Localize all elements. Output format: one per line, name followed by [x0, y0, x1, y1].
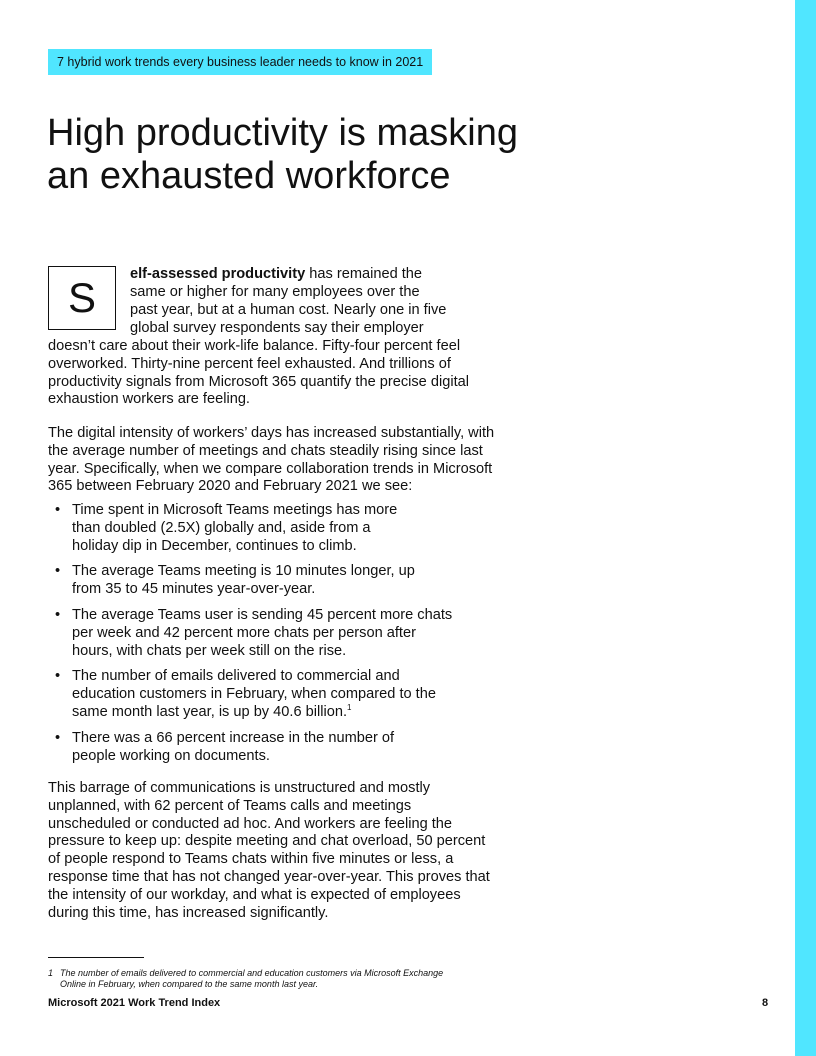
body-paragraph-2: The digital intensity of workers’ days has increased substantially, with the average number of meetings and chats steadily rising since last year. Specifically, when we compare collaboration trends in Microsoft 365 between February 2020 and February 2021 we see:	[48, 425, 495, 495]
accent-side-bar	[795, 0, 816, 1056]
intro-lead-bold: elf-assessed productivity	[130, 266, 306, 282]
footnote-number: 1	[48, 968, 54, 978]
drop-cap: S	[48, 266, 116, 330]
footnote-text: The number of emails delivered to commercial and education customers via Microsoft Exchange Online in February, when compared to the same month last year.	[60, 968, 444, 989]
intro-line-1-text: has remained the	[305, 266, 423, 282]
list-item: • There was a 66 percent increase in the number of people working on documents.	[55, 729, 395, 764]
list-item: • Time spent in Microsoft Teams meetings has more than doubled (2.5X) globally and, aside from a holiday dip in December, continues to climb.	[55, 502, 398, 554]
intro-line-1	[130, 266, 422, 284]
list-item: • The number of emails delivered to commercial and education customers in February, when compared to the same month last year, is up by 40.6 billion.$^1$	[55, 668, 436, 720]
section-tag: 7 hybrid work trends every business leader needs to know in 2021	[48, 49, 432, 75]
footnote	[48, 968, 468, 990]
list-item: • The average Teams user is sending 45 percent more chats per week and 42 percent more chats per person after hours, with chats per week still on the rise.	[55, 606, 453, 659]
list-item: • The average Teams meeting is 10 minutes longer, up from 35 to 45 minutes year-over-year.	[55, 563, 415, 598]
footer-publication: Microsoft 2021 Work Trend Index	[48, 997, 221, 1009]
intro-line-4: global survey respondents say their employer	[130, 320, 424, 336]
intro-line-3: past year, but at a human cost. Nearly one in five	[130, 302, 447, 318]
page-title: High productivity is masking an exhausted workforce	[47, 112, 518, 197]
page-number: 8	[762, 997, 769, 1009]
footnote-divider	[48, 957, 144, 958]
body-paragraph-3: This barrage of communications is unstructured and mostly unplanned, with 62 percent of Teams calls and meetings unscheduled or conducted ad hoc. And workers are feeling the pressure to keep up: despite meeting and chat overload, 50 percent of people respond to Teams chats within five minutes or less, a response time that has not changed year-over-year. This proves that the intensity of our workday, and what is expected of employees during this time, has increased significantly.	[48, 780, 490, 921]
intro-continuation: doesn’t care about their work-life balance. Fifty-four percent feel overworked. Thirty-nine percent feel exhausted. And trillions of productivity signals from Microsoft 365 quantify the precise digital exhaustion workers are feeling.	[48, 338, 469, 408]
intro-line-2: same or higher for many employees over the	[130, 284, 420, 300]
collaboration-trends-list	[55, 502, 475, 773]
footnote-ref: 1	[347, 703, 352, 713]
